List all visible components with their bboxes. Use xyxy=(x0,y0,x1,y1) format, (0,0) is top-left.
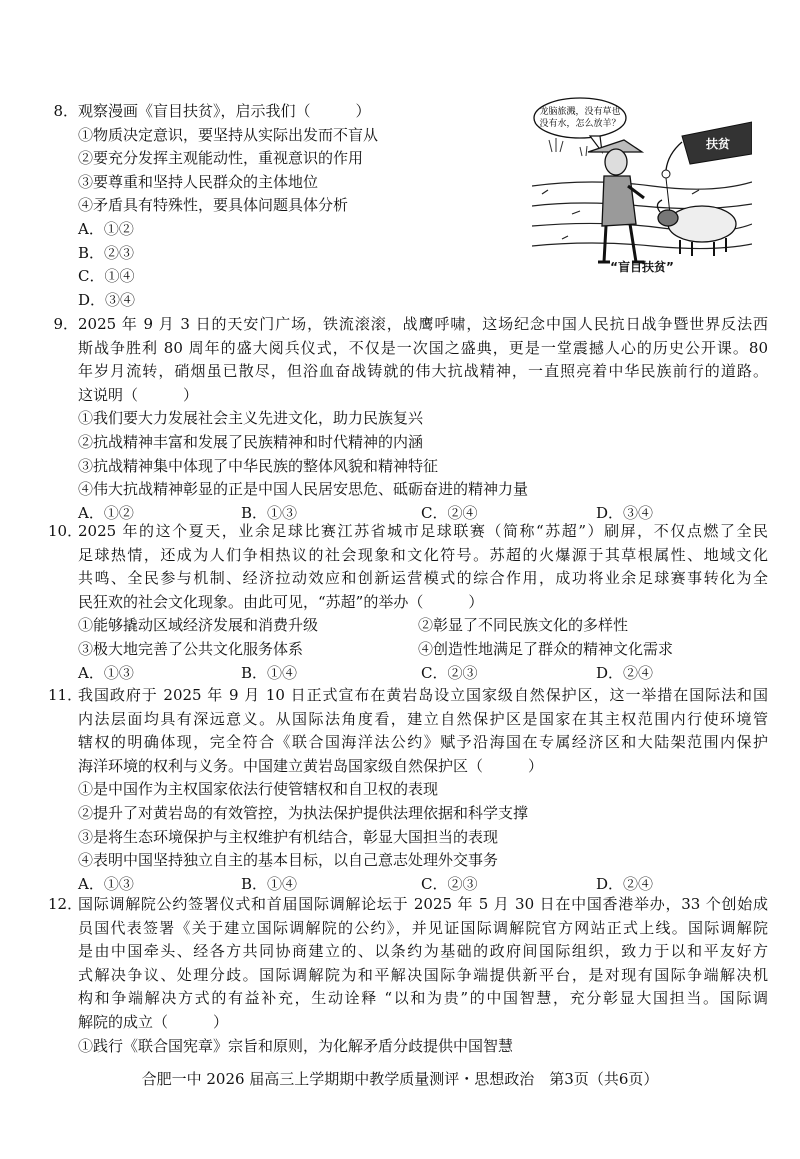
statement-4: ④矛盾具有特殊性，要具体问题具体分析 xyxy=(78,196,349,215)
statement-3: ③要尊重和坚持人民群众的主体地位 xyxy=(78,172,319,191)
statement-1: ①能够撬动区域经济发展和消费升级 xyxy=(78,616,319,635)
question-stem: 观察漫画《盲目扶贫》，启示我们（ ） xyxy=(78,102,371,120)
stem-line: 员国代表签署《关于建立国际调解院的公约》，并见证国际调解院官方网站正式上线。国际调解院 xyxy=(78,918,768,937)
stem-line: 解院的成立（ ） xyxy=(78,1012,229,1031)
stem-line: 年岁月流转，硝烟虽已散尽，但浴血奋战铸就的伟大抗战精神，一直照亮着中华民族前行的道路。 xyxy=(78,362,768,381)
option-d[interactable]: D．③④ xyxy=(596,503,654,522)
statements-row xyxy=(78,638,768,662)
page-footer: 合肥一中 2026 届高三上学期期中教学质量测评・思想政治 第3页（共6页） xyxy=(141,1070,659,1088)
statement-3: ③极大地完善了公共文化服务体系 xyxy=(78,639,304,658)
statement-4: ④伟大抗战精神彰显的正是中国人民居安思危、砥砺奋进的精神力量 xyxy=(78,480,529,499)
stem-line: 国际调解院公约签署仪式和首届国际调解论坛于 2025 年 5 月 30 日在中国香港举办，33 个创始成 xyxy=(78,895,768,913)
speech-line-1: 龙脑旅溅，没有草也 xyxy=(539,107,621,117)
statements-row xyxy=(78,614,768,638)
option-d[interactable]: D．③④ xyxy=(78,290,136,309)
statement-2: ②抗战精神丰富和发展了民族精神和时代精神的内涵 xyxy=(78,432,424,451)
statement-2: ②彰显了不同民族文化的多样性 xyxy=(418,616,629,635)
sign-text: 扶贫 xyxy=(705,137,731,151)
option-a[interactable]: A．①③ xyxy=(78,663,134,682)
option-b[interactable]: B．①④ xyxy=(241,663,298,682)
statement-1: ①物质决定意识，要坚持从实际出发而不盲从 xyxy=(78,125,379,144)
stem-line: 2025 年的这个夏天，业余足球比赛江苏省城市足球联赛（简称“苏超”）刷屏，不仅点燃了全民 xyxy=(78,522,768,540)
question-number: 11． xyxy=(48,686,83,704)
option-d[interactable]: D．②④ xyxy=(596,663,654,682)
question-12 xyxy=(48,893,768,1058)
speech-line-2: 没有水，怎么放羊？ xyxy=(539,119,621,129)
cartoon-caption: “盲目扶贫” xyxy=(610,260,674,274)
blind-poverty-cartoon xyxy=(532,94,752,284)
question-number: 10． xyxy=(48,522,83,540)
stem-line: 是由中国牵头、经各方共同协商建立的、以条约为基础的政府间国际组织，致力于以和平友好方 xyxy=(78,942,768,961)
stem-line: 2025 年 9 月 3 日的天安门广场，铁流滚滚，战鹰呼啸，这场纪念中国人民抗日战争暨世界反法西 xyxy=(78,315,768,333)
question-10 xyxy=(48,520,768,685)
stem-line: 式解决争议、处理分歧。国际调解院为和平解决国际争端提供新平台，是对现有国际争端解决机 xyxy=(78,965,768,984)
stem-line: 斯战争胜利 80 周年的盛大阅兵仪式，不仅是一次国之盛典，更是一堂震撼人心的历史公开课。80 xyxy=(78,338,768,357)
option-b[interactable]: B．①③ xyxy=(241,503,298,522)
stem-line: 内法层面均具有深远意义。从国际法角度看，建立自然保护区是国家在其主权范围内行使环境管 xyxy=(78,709,768,728)
statement-1: ①践行《联合国宪章》宗旨和原则，为化解矛盾分歧提供中国智慧 xyxy=(78,1036,514,1055)
options-row xyxy=(78,662,768,686)
option-b[interactable]: B．②③ xyxy=(78,243,135,262)
option-c[interactable]: C．②④ xyxy=(421,503,478,522)
poverty-relief-hand xyxy=(662,122,752,214)
option-c[interactable]: C．②③ xyxy=(421,874,478,893)
stem-line: 构和争端解决方式的有益补充，生动诠释 “以和为贵”的中国智慧，充分彰显大国担当。国际调 xyxy=(78,989,768,1008)
option-a[interactable]: A．①② xyxy=(78,503,134,522)
question-number: 8． xyxy=(53,102,78,120)
stem-line: 这说明（ ） xyxy=(78,385,199,404)
question-11 xyxy=(48,684,768,896)
statement-2: ②要充分发挥主观能动性，重视意识的作用 xyxy=(78,149,364,168)
stem-line: 共鸣、全民参与机制、经济拉动效应和创新运营模式的综合作用，成功将业余足球赛事转化为全 xyxy=(78,569,768,588)
statement-3: ③抗战精神集中体现了中华民族的整体风貌和精神特征 xyxy=(78,456,439,475)
option-b[interactable]: B．①④ xyxy=(241,874,298,893)
question-9 xyxy=(48,313,768,525)
stem-line: 我国政府于 2025 年 9 月 10 日正式宣布在黄岩岛设立国家级自然保护区，这一举措在国际法和国 xyxy=(78,686,768,704)
question-number: 12． xyxy=(48,895,83,913)
stem-line: 足球热情，还成为人们争相热议的社会现象和文化符号。苏超的火爆源于其草根属性、地域文化 xyxy=(78,545,768,564)
statement-2: ②提升了对黄岩岛的有效管控，为执法保护提供法理依据和科学支撑 xyxy=(78,803,529,822)
option-c[interactable]: C．①④ xyxy=(78,267,135,286)
question-number: 9． xyxy=(53,315,78,333)
option-d[interactable]: D．②④ xyxy=(596,874,654,893)
stem-line: 民狂欢的社会文化现象。由此可见，“苏超”的举办（ ） xyxy=(78,592,484,611)
option-a[interactable]: A．①② xyxy=(78,219,134,238)
statement-1: ①我们要大力发展社会主义先进文化，助力民族复兴 xyxy=(78,409,424,428)
option-c[interactable]: C．②③ xyxy=(421,663,478,682)
statement-4: ④表明中国坚持独立自主的基本目标，以自己意志处理外交事务 xyxy=(78,851,499,870)
statement-3: ③是将生态环境保护与主权维护有机结合，彰显大国担当的表现 xyxy=(78,827,499,846)
stem-line: 辖权的明确体现，完全符合《联合国海洋法公约》赋予沿海国在专属经济区和大陆架范围内保护 xyxy=(78,733,768,752)
statement-1: ①是中国作为主权国家依法行使管辖权和自卫权的表现 xyxy=(78,780,439,799)
option-a[interactable]: A．①③ xyxy=(78,874,134,893)
stem-line: 海洋环境的权利与义务。中国建立黄岩岛国家级自然保护区（ ） xyxy=(78,756,544,775)
statement-4: ④创造性地满足了群众的精神文化需求 xyxy=(418,639,674,658)
